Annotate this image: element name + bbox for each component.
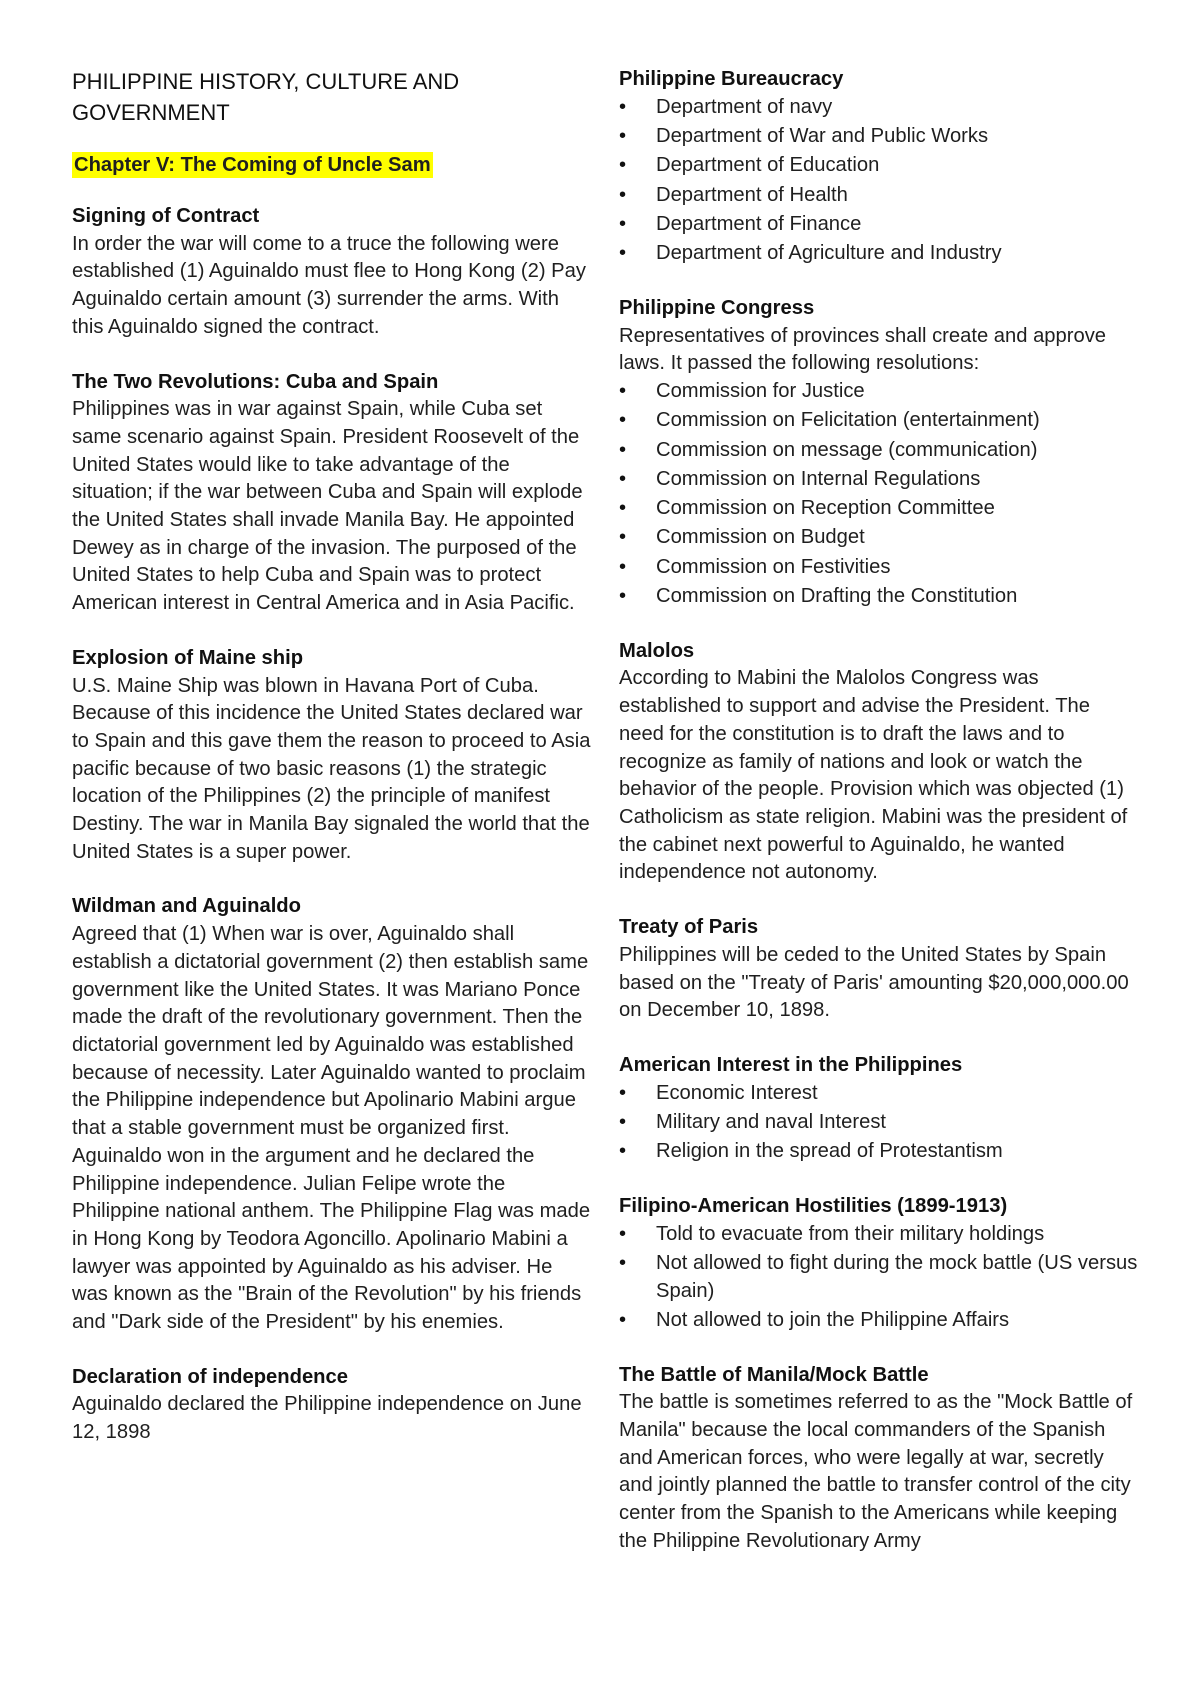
chapter-heading: [72, 150, 592, 181]
section-text: U.S. Maine Ship was blown in Havana Port of Cuba. Because of this incidence the United States declared war to Spain and this gave them the reason to proceed to Asia pacific because of two basic reasons (1) the strategic location of the Philippines (2) the principle of manifest Destiny. The war in Manila Bay signaled the world that the United States is a super power.: [72, 674, 591, 863]
section-battle-of-manila: [619, 1362, 1139, 1556]
section-declaration-of-independence: [72, 1364, 592, 1447]
section-heading: Philippine Bureaucracy: [619, 68, 844, 90]
bullet-list: [619, 94, 1139, 268]
left-column: [72, 66, 592, 1447]
list-item: • Military and naval Interest: [619, 1109, 1139, 1137]
section-heading: Wildman and Aguinaldo: [72, 895, 301, 918]
section-text: Aguinaldo declared the Philippine independence on June 12, 1898: [72, 1393, 582, 1444]
list-item: • Commission on Reception Committee: [619, 495, 1139, 523]
section-heading: Signing of Contract: [72, 205, 260, 227]
list-item: • Commission on Budget: [619, 524, 1139, 552]
section-treaty-of-paris: [619, 914, 1139, 1025]
bullet-list: [619, 1221, 1139, 1335]
bullet-list: [619, 378, 1139, 611]
section-philippine-bureaucracy: [619, 66, 1139, 268]
section-american-interest: [619, 1052, 1139, 1166]
section-text: Philippines will be ceded to the United States by Spain based on the "Treaty of Paris' amounting $20,000,000.00 on December 10, 1898.: [619, 943, 1129, 1022]
right-column: [619, 66, 1139, 1556]
section-text: Agreed that (1) When war is over, Aguinaldo shall establish a dictatorial government (2) then establish same government like the United States. It was Mariano Ponce made the draft of the revolutionary government. Then the dictatorial government led by Aguinaldo was established because of necessity. Later Aguinaldo wanted to proclaim the Philippine independence but Apolinario Mabini argue that a stable government must be organized first. Aguinaldo won in the argument and he declared the Philippine independence. Julian Felipe wrote the Philippine national anthem. The Philippine Flag was made in Hong Kong by Teodora Agoncillo. Apolinario Mabini a lawyer was appointed by Aguinaldo as his adviser. He was known as the "Brain of the Revolution" by his friends and "Dark side of the President" by his enemies.: [72, 923, 591, 1334]
section-malolos: [619, 638, 1139, 887]
document-title: PHILIPPINE HISTORY, CULTURE AND GOVERNMENT: [72, 69, 460, 125]
list-item: • Told to evacuate from their military holdings: [619, 1221, 1139, 1249]
list-item: • Economic Interest: [619, 1080, 1139, 1108]
list-item: • Department of War and Public Works: [619, 123, 1139, 151]
section-two-revolutions: [72, 369, 592, 618]
section-text: The battle is sometimes referred to as the "Mock Battle of Manila" because the local commanders of the Spanish and American forces, who were legally at war, secretly and jointly planned the battle to transfer control of the city center from the Spanish to the Americans while keeping the Philippine Revolutionary Army: [619, 1391, 1133, 1552]
section-heading: Explosion of Maine ship: [72, 646, 304, 669]
list-item: • Commission on Drafting the Constitution: [619, 583, 1139, 611]
list-item: • Religion in the spread of Protestantism: [619, 1138, 1139, 1166]
section-heading: Philippine Congress: [619, 296, 815, 319]
section-filipino-american-hostilities: [619, 1193, 1139, 1335]
section-heading: Filipino-American Hostilities (1899-1913): [619, 1194, 1008, 1217]
section-wildman-and-aguinaldo: [72, 893, 592, 1336]
section-heading: Malolos: [619, 639, 695, 662]
section-heading: Treaty of Paris: [619, 916, 759, 939]
section-heading: The Two Revolutions: Cuba and Spain: [72, 370, 439, 393]
bullet-list: [619, 1080, 1139, 1166]
section-heading: The Battle of Manila/Mock Battle: [619, 1363, 929, 1386]
list-item: • Department of Agriculture and Industry: [619, 240, 1139, 268]
list-item: • Department of Health: [619, 182, 1139, 210]
section-text: Representatives of provinces shall create and approve laws. It passed the following resolutions:: [619, 324, 1107, 375]
section-explosion-of-maine: [72, 645, 592, 867]
section-signing-of-contract: [72, 203, 592, 342]
list-item: • Department of Education: [619, 152, 1139, 180]
list-item: • Commission on Felicitation (entertainment): [619, 407, 1139, 435]
list-item: • Department of navy: [619, 94, 1139, 122]
list-item: • Commission for Justice: [619, 378, 1139, 406]
list-item: • Not allowed to fight during the mock battle (US versus Spain): [619, 1250, 1139, 1305]
list-item: • Department of Finance: [619, 211, 1139, 239]
chapter-highlight: Chapter V: The Coming of Uncle Sam: [74, 154, 431, 176]
list-item: • Commission on Internal Regulations: [619, 466, 1139, 494]
section-philippine-congress: [619, 295, 1139, 611]
list-item: • Commission on Festivities: [619, 554, 1139, 582]
section-heading: Declaration of independence: [72, 1365, 348, 1388]
list-item: • Not allowed to join the Philippine Affairs: [619, 1307, 1139, 1335]
section-text: According to Mabini the Malolos Congress was established to support and advise the President. The need for the constitution is to draft the laws and to recognize as family of nations and look or watch the behavior of the people. Provision which was objected (1) Catholicism as state religion. Mabini was the president of the cabinet next powerful to Aguinaldo, he wanted independence not autonomy.: [619, 667, 1128, 884]
section-text: In order the war will come to a truce the following were established (1) Aguinaldo must flee to Hong Kong (2) Pay Aguinaldo certain amount (3) surrender the arms. With this Aguinaldo signed the contract.: [72, 232, 586, 338]
section-text: Philippines was in war against Spain, while Cuba set same scenario against Spain. President Roosevelt of the United States would like to take advantage of the situation; if the war between Cuba and Spain will explode the United States shall invade Manila Bay. He appointed Dewey as in charge of the invasion. The purposed of the United States to help Cuba and Spain was to protect American interest in Central America and in Asia Pacific.: [72, 398, 583, 615]
section-heading: American Interest in the Philippines: [619, 1053, 963, 1076]
list-item: • Commission on message (communication): [619, 437, 1139, 465]
